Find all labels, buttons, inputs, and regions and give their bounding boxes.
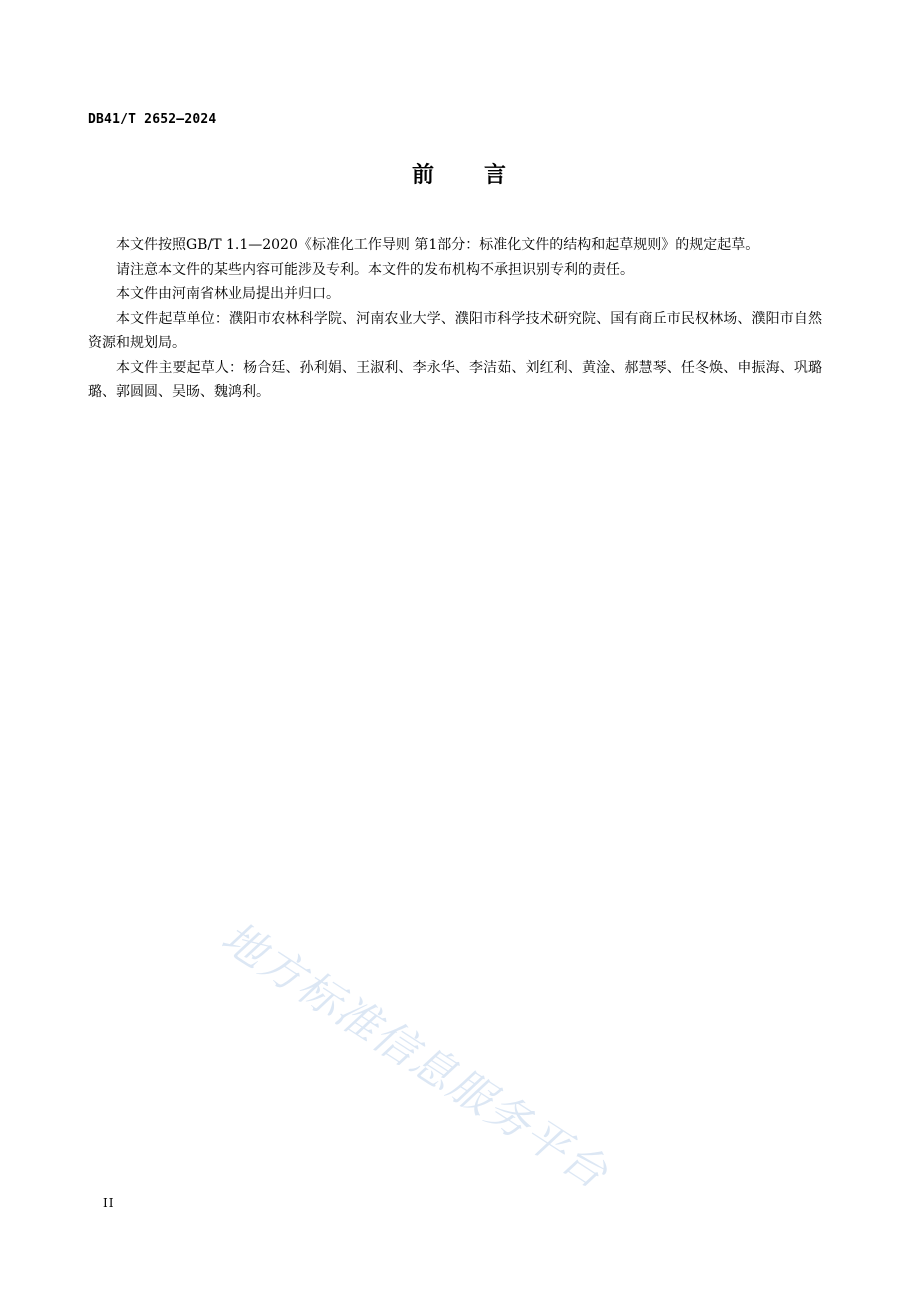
- paragraph-drafting-rules: 本文件按照GB/T 1.1—2020《标准化工作导则 第1部分：标准化文件的结构和起草规则》的规定起草。: [116, 237, 760, 253]
- page-number: II: [103, 1196, 115, 1210]
- document-code: DB41/T 2652—2024: [88, 112, 217, 127]
- page-title: 前 言: [411, 163, 508, 188]
- paragraph-drafters: 本文件主要起草人：杨合廷、孙利娟、王淑利、李永华、李洁茹、刘红利、黄淦、郝慧琴、任冬焕、申振海、巩璐璐、郭圆圆、吴旸、魏鸿利。: [88, 359, 822, 400]
- paragraph-proposer: 本文件由河南省林业局提出并归口。: [116, 286, 340, 302]
- paragraph-drafting-units: 本文件起草单位：濮阳市农林科学院、河南农业大学、濮阳市科学技术研究院、国有商丘市民权林场、濮阳市自然资源和规划局。: [88, 310, 822, 351]
- foreword-body: [88, 233, 822, 405]
- paragraph-patent-notice: 请注意本文件的某些内容可能涉及专利。本文件的发布机构不承担识别专利的责任。: [116, 261, 634, 278]
- watermark: 地方标准信息服务平台: [212, 912, 618, 1200]
